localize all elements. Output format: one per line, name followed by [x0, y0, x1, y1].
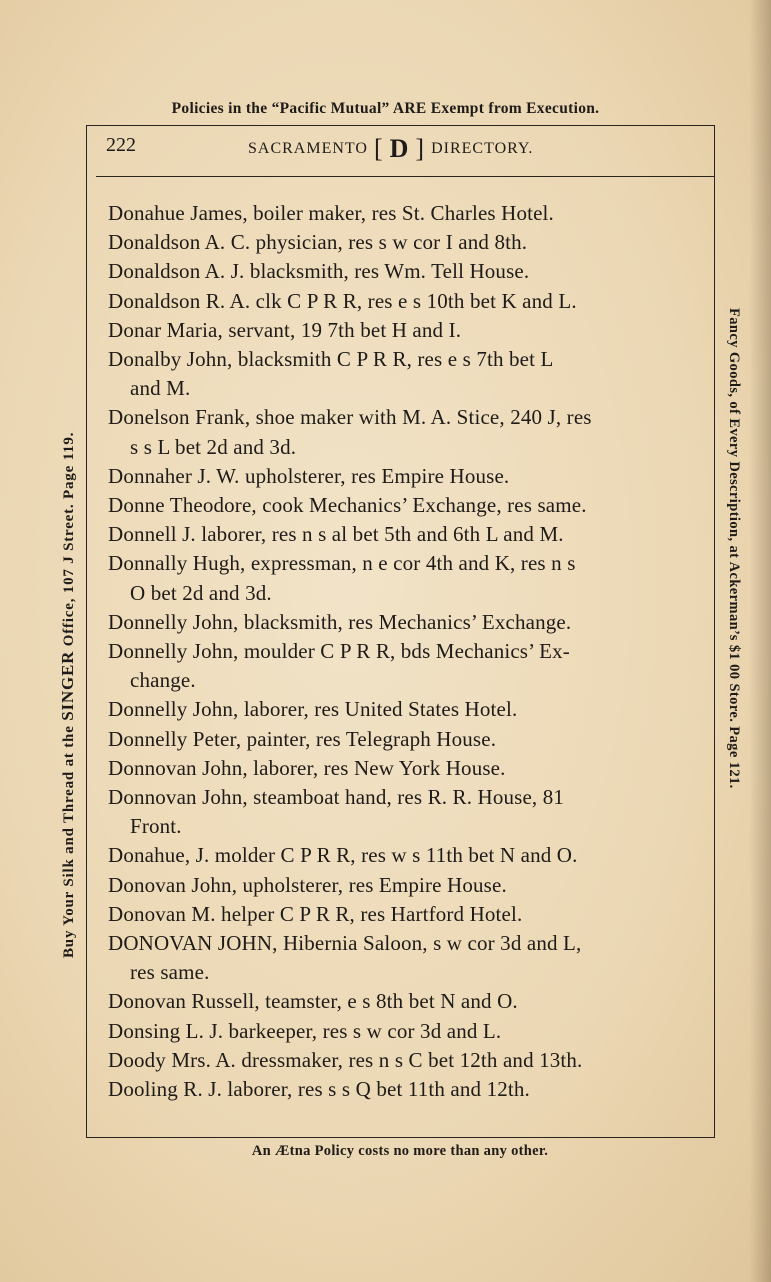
entry-line: Donnaher J. W. upholsterer, res Empire House.: [108, 463, 510, 488]
entry-continuation: s s L bet 2d and 3d.: [130, 434, 297, 459]
entry-line: Donaldson A. C. physician, res s w cor I and 8th.: [108, 230, 528, 255]
entry-line: Donahue James, boiler maker, res St. Charles Hotel.: [108, 201, 554, 225]
page-edge-shadow: [749, 0, 771, 1282]
directory-entry: [108, 608, 708, 637]
directory-entry: [108, 549, 708, 607]
directory-entry: [108, 403, 708, 461]
header-rule: [96, 176, 714, 177]
directory-entry: [108, 462, 708, 491]
directory-entry: [108, 228, 708, 257]
directory-entry: [108, 345, 708, 403]
directory-entry: [108, 491, 708, 520]
entry-line: DONOVAN JOHN, Hibernia Saloon, s w cor 3d and L,: [108, 931, 582, 956]
directory-entry: [108, 987, 708, 1016]
entry-line: Doody Mrs. A. dressmaker, res n s C bet 12th and 13th.: [108, 1047, 583, 1072]
directory-entry: [108, 316, 708, 345]
directory-entry: [108, 783, 708, 841]
left-ad-text-1: Buy Your Silk and Thread at the: [61, 720, 77, 958]
running-head-city: SACRAMENTO: [248, 140, 368, 157]
directory-entry: [108, 637, 708, 695]
directory-entry: [108, 754, 708, 783]
entry-line: Donar Maria, servant, 19 7th bet H and I.: [108, 317, 462, 342]
entry-continuation: Front.: [130, 814, 182, 839]
entry-line: Donovan John, upholsterer, res Empire House.: [108, 872, 507, 897]
entry-line: Donnovan John, steamboat hand, res R. R. House, 81: [108, 785, 565, 810]
running-head-title: DIRECTORY.: [431, 140, 534, 157]
directory-entry: [108, 520, 708, 549]
left-ad-brand: SINGER: [58, 650, 77, 721]
directory-entry: [108, 199, 708, 228]
entry-continuation: change.: [130, 668, 196, 693]
top-advertisement: Policies in the “Pacific Mutual” ARE Exempt from Execution.: [171, 100, 600, 117]
entry-line: Donelson Frank, shoe maker with M. A. Stice, 240 J, res: [108, 405, 592, 430]
entry-line: Donnelly John, moulder C P R R, bds Mechanics’ Ex-: [108, 639, 570, 664]
entry-line: Dooling R. J. laborer, res s s Q bet 11th and 12th.: [108, 1077, 530, 1102]
entry-line: Donne Theodore, cook Mechanics’ Exchange, res same.: [108, 493, 587, 518]
entry-line: Donnelly John, laborer, res United States Hotel.: [108, 697, 518, 722]
directory-entry: [108, 841, 708, 870]
directory-entry: [108, 257, 708, 286]
bracket-close: ]: [415, 134, 426, 163]
directory-entry: [108, 900, 708, 929]
left-margin-advertisement: [58, 432, 78, 958]
directory-entry: [108, 1046, 708, 1075]
entry-line: Donnelly John, blacksmith, res Mechanics’ Exchange.: [108, 609, 572, 634]
directory-entries: [108, 199, 708, 1104]
entry-line: Donovan M. helper C P R R, res Hartford Hotel.: [108, 901, 523, 926]
running-head: [248, 136, 533, 162]
directory-entry: [108, 1017, 708, 1046]
entry-line: Donalby John, blacksmith C P R R, res e s 7th bet L: [108, 347, 554, 372]
entry-line: Donaldson A. J. blacksmith, res Wm. Tell House.: [108, 259, 530, 284]
entry-line: Donovan Russell, teamster, e s 8th bet N and O.: [108, 989, 518, 1014]
entry-continuation: and M.: [130, 376, 191, 401]
directory-entry: [108, 1075, 708, 1104]
entry-continuation: res same.: [130, 960, 210, 985]
entry-line: Donnelly Peter, painter, res Telegraph House.: [108, 726, 497, 751]
entry-line: Donnell J. laborer, res n s al bet 5th and 6th L and M.: [108, 522, 564, 547]
section-letter: D: [389, 134, 410, 163]
right-margin-advertisement: Fancy Goods, of Every Description, at Ackerman’s $1 00 Store. Page 121.: [726, 308, 742, 789]
entry-line: Donnally Hugh, expressman, n e cor 4th and K, res n s: [108, 551, 576, 576]
entry-line: Donaldson R. A. clk C P R R, res e s 10th bet K and L.: [108, 288, 577, 313]
directory-entry: [108, 871, 708, 900]
directory-entry: [108, 287, 708, 316]
page-number: 222: [106, 134, 136, 156]
entry-line: Donnovan John, laborer, res New York House.: [108, 755, 506, 780]
bottom-advertisement: An Ætna Policy costs no more than any other.: [251, 1143, 549, 1159]
entry-line: Donsing L. J. barkeeper, res s w cor 3d and L.: [108, 1018, 502, 1043]
directory-entry: [108, 929, 708, 987]
directory-entry: [108, 695, 708, 724]
left-ad-text-2: Office, 107 J Street. Page 119.: [61, 431, 77, 651]
directory-entry: [108, 725, 708, 754]
entry-line: Donahue, J. molder C P R R, res w s 11th bet N and O.: [108, 843, 578, 868]
bracket-open: [: [373, 134, 384, 163]
entry-continuation: O bet 2d and 3d.: [130, 580, 272, 605]
